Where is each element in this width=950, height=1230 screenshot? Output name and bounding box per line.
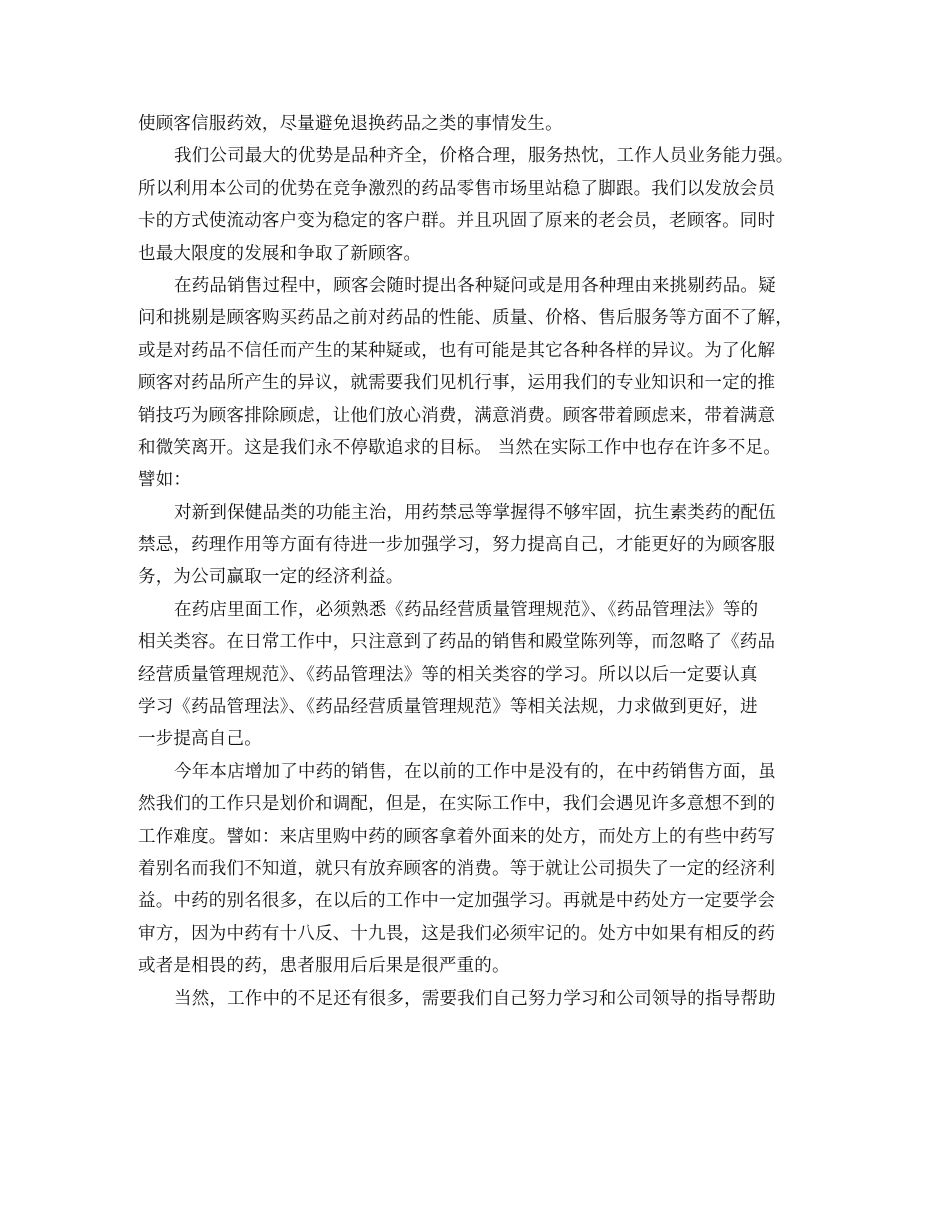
paragraph-first-line: 当然，工作中的不足还有很多，需要我们自己努力学习和公司领导的指导帮助	[174, 988, 776, 1009]
document-body	[138, 108, 828, 1015]
paragraph-first-line: 在药店里面工作，必须熟悉《药品经营质量管理规范》、《药品管理法》等的	[174, 599, 759, 620]
text-line: 经营质量管理规范》、《药品管理法》等的相关类容的学习。所以以后一定要认真	[138, 664, 758, 685]
text-line: 譬如：	[138, 470, 192, 491]
text-line: 所以利用本公司的优势在竞争激烈的药品零售市场里站稳了脚跟。我们以发放会员	[138, 178, 776, 199]
text-line: 工作难度。譬如：来店里购中药的顾客拿着外面来的处方，而处方上的有些中药写	[138, 826, 776, 847]
text-line: 或是对药品不信任而产生的某种疑或，也有可能是其它各种各样的异议。为了化解	[138, 340, 776, 361]
text-line: 问和挑剔是顾客购买药品之前对药品的性能、质量、价格、售后服务等方面不了解，	[138, 308, 793, 329]
text-line: 然我们的工作只是划价和调配，但是，在实际工作中，我们会遇见许多意想不到的	[138, 794, 776, 815]
text-line: 销技巧为顾客排除顾虑，让他们放心消费，满意消费。顾客带着顾虑来，带着满意	[138, 405, 776, 426]
text-line: 使顾客信服药效，尽量避免退换药品之类的事情发生。	[138, 114, 563, 134]
text-line: 审方，因为中药有十八反、十九畏，这是我们必须牢记的。处方中如果有相反的药	[138, 923, 776, 944]
text-line: 相关类容。在日常工作中，只注意到了药品的销售和殿堂陈列等，而忽略了《药品	[138, 632, 776, 653]
text-line: 也最大限度的发展和争取了新顾客。	[138, 243, 422, 264]
text-line: 着别名而我们不知道，就只有放弃顾客的消费。等于就让公司损失了一定的经济利	[138, 858, 776, 879]
text-line: 顾客对药品所产生的异议，就需要我们见机行事，运用我们的专业知识和一定的推	[138, 373, 776, 394]
text-line: 和微笑离开。这是我们永不停歇追求的目标。 当然在实际工作中也存在许多不足。	[138, 437, 781, 458]
text-line: 禁忌，药理作用等方面有待进一步加强学习，努力提高自己，才能更好的为顾客服	[138, 535, 776, 556]
paragraph-first-line: 对新到保健品类的功能主治，用药禁忌等掌握得不够牢固，抗生素类药的配伍	[174, 502, 776, 523]
text-line: 务，为公司赢取一定的经济利益。	[138, 567, 404, 588]
text-line: 卡的方式使流动客户变为稳定的客户群。并且巩固了原来的老会员，老顾客。同时	[138, 211, 776, 232]
paragraph-first-line: 今年本店增加了中药的销售，在以前的工作中是没有的，在中药销售方面，虽	[174, 761, 776, 782]
text-line: 或者是相畏的药，患者服用后后果是很严重的。	[138, 956, 510, 977]
text-line: 学习《药品管理法》、《药品经营质量管理规范》等相关法规，力求做到更好，进	[138, 697, 758, 718]
paragraph-first-line: 在药品销售过程中，顾客会随时提出各种疑问或是用各种理由来挑剔药品。疑	[174, 275, 776, 296]
paragraph-first-line: 我们公司最大的优势是品种齐全，价格合理，服务热忱，工作人员业务能力强。	[174, 146, 794, 167]
text-line: 一步提高自己。	[138, 729, 262, 750]
text-line: 益。中药的别名很多，在以后的工作中一定加强学习。再就是中药处方一定要学会	[138, 891, 776, 912]
